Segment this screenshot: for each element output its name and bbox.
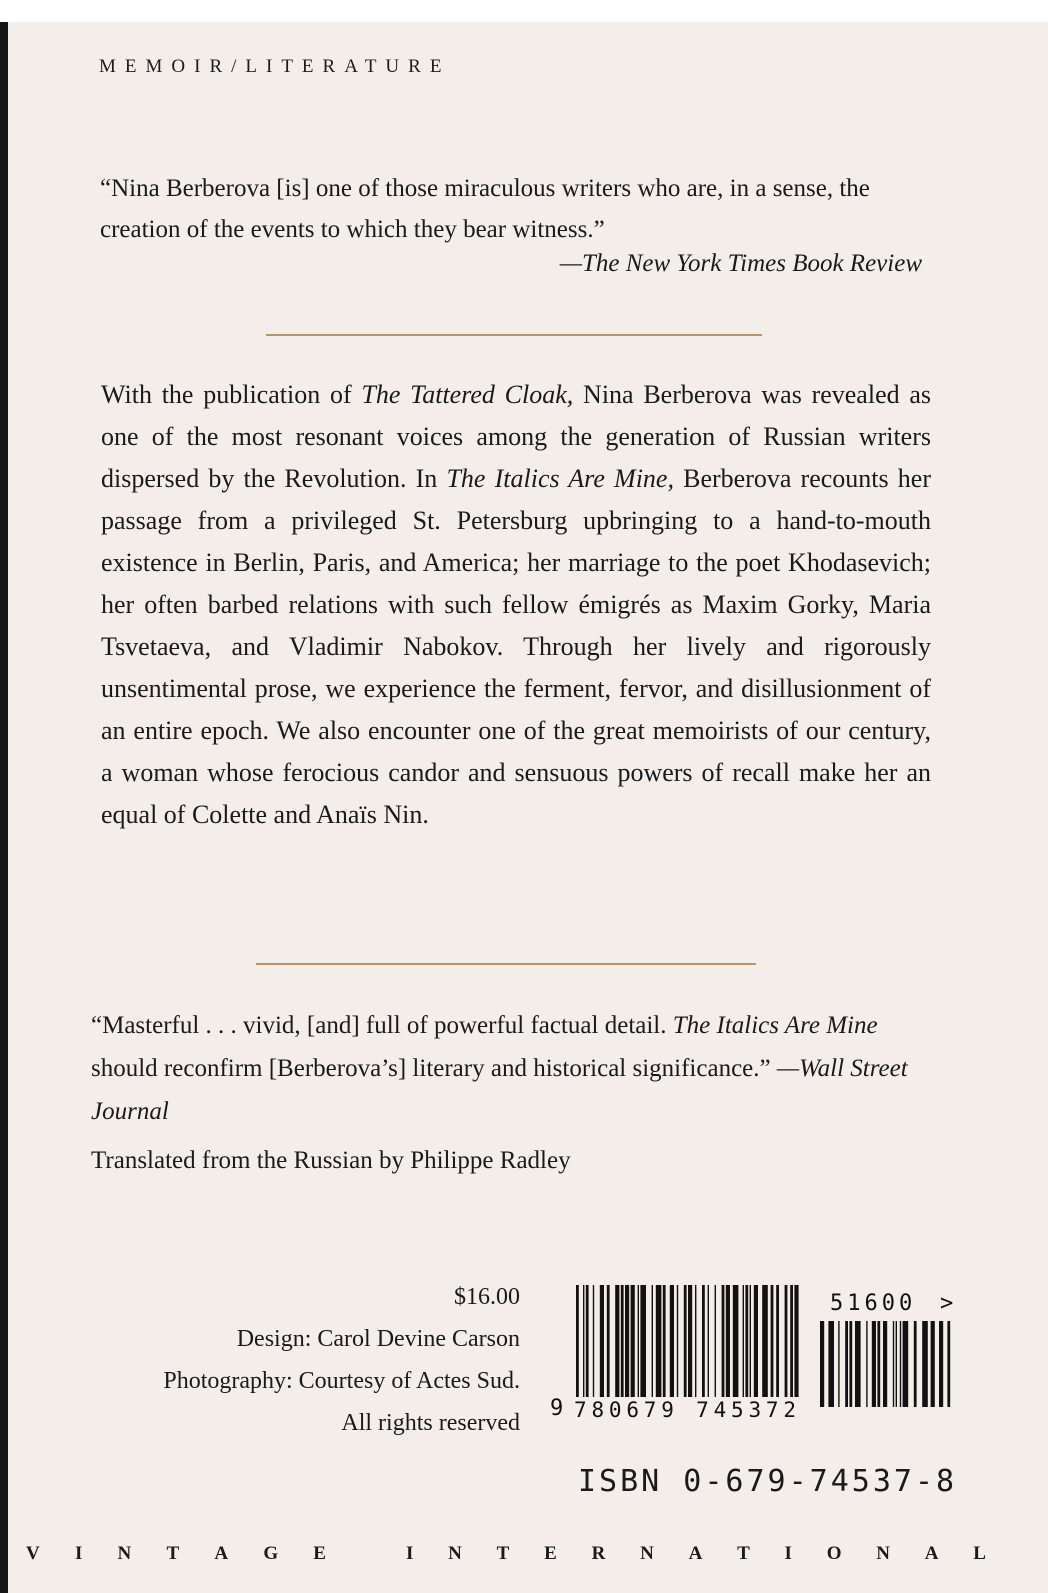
barcode-bar bbox=[702, 1285, 705, 1397]
barcode-bar bbox=[838, 1321, 839, 1407]
imprint-letter: G bbox=[263, 1543, 279, 1564]
book-title-tattered-cloak: The Tattered Cloak, bbox=[361, 380, 574, 409]
book-back-cover bbox=[8, 22, 1048, 1593]
divider-rule bbox=[256, 963, 756, 965]
imprint-letter: E bbox=[313, 1543, 326, 1564]
translator-credit: Translated from the Russian by Philippe Radley bbox=[91, 1147, 571, 1174]
barcode-bar bbox=[593, 1285, 594, 1397]
barcode-bar bbox=[715, 1285, 716, 1397]
barcode-bar bbox=[939, 1321, 943, 1407]
barcode-bar bbox=[677, 1285, 678, 1397]
barcode-bar bbox=[790, 1285, 793, 1397]
barcode-bar bbox=[708, 1285, 709, 1397]
barcode-bar bbox=[785, 1285, 788, 1397]
barcode-bar bbox=[656, 1285, 662, 1397]
category-label: MEMOIR/LITERATURE bbox=[99, 56, 451, 77]
imprint-letter: I bbox=[784, 1543, 792, 1564]
imprint-letter: A bbox=[688, 1543, 703, 1564]
imprint-letter: O bbox=[826, 1543, 842, 1564]
barcode-bar bbox=[583, 1285, 584, 1397]
review-quote-nyt: “Nina Berberova [is] one of those miraculous writers who are, in a sense, the creation of the events to which they bear witness.” bbox=[100, 175, 870, 243]
addon-digits: 51600 bbox=[830, 1291, 917, 1316]
price-label: $16.00 bbox=[454, 1284, 520, 1310]
imprint-letter: L bbox=[973, 1543, 986, 1564]
imprint-word-vintage bbox=[26, 1543, 326, 1565]
barcode-bar bbox=[722, 1285, 725, 1397]
imprint-letter: E bbox=[544, 1543, 557, 1564]
barcode-bar bbox=[600, 1285, 604, 1397]
book-title-italics-are-mine: The Italics Are Mine bbox=[672, 1012, 878, 1039]
barcode-bar bbox=[866, 1321, 867, 1407]
imprint-letter: I bbox=[406, 1543, 414, 1564]
barcode-bar bbox=[652, 1285, 653, 1397]
barcode-bar bbox=[900, 1321, 901, 1407]
quote-text: should reconfirm [Berberova’s] literary and historical significance.” bbox=[91, 1055, 777, 1082]
barcode-bar bbox=[776, 1285, 779, 1397]
barcode-bar bbox=[586, 1285, 589, 1397]
imprint-letter: T bbox=[166, 1543, 180, 1564]
barcode-bar bbox=[754, 1285, 758, 1397]
barcode-bar bbox=[845, 1321, 848, 1407]
imprint-letter: R bbox=[591, 1543, 606, 1564]
addon-barcode-bars bbox=[820, 1321, 950, 1407]
imprint-letter: N bbox=[640, 1543, 654, 1564]
barcode-bar bbox=[640, 1285, 646, 1397]
barcode-bar bbox=[883, 1321, 887, 1407]
addon-arrow: > bbox=[940, 1291, 954, 1316]
imprint-letter: T bbox=[737, 1543, 750, 1564]
quote-text: “Masterful . . . vivid, [and] full of powerful factual detail. bbox=[91, 1012, 673, 1039]
cover-edge-shadow bbox=[0, 22, 8, 1593]
book-description bbox=[101, 374, 931, 836]
barcode-bar bbox=[903, 1321, 909, 1407]
barcode-bar bbox=[688, 1285, 692, 1397]
barcode-bar bbox=[621, 1285, 624, 1397]
barcode-bar bbox=[762, 1285, 768, 1397]
imprint-letter: N bbox=[876, 1543, 890, 1564]
barcode-bar bbox=[745, 1285, 748, 1397]
design-credit: Design: Carol Devine Carson bbox=[236, 1326, 520, 1352]
barcode-bar bbox=[638, 1285, 639, 1397]
imprint-letter: A bbox=[214, 1543, 229, 1564]
review-quote-wsj bbox=[91, 1004, 929, 1133]
quote-attribution-wsj: —Wall Street Journal bbox=[91, 1055, 908, 1125]
barcode-bar bbox=[733, 1285, 739, 1397]
imprint-letter: N bbox=[117, 1543, 132, 1564]
quote-attribution-nyt: —The New York Times Book Review bbox=[559, 250, 922, 277]
isbn-number: ISBN 0-679-74537-8 bbox=[578, 1464, 958, 1499]
photography-credit: Photography: Courtesy of Actes Sud. bbox=[163, 1368, 520, 1394]
barcode-bar bbox=[743, 1285, 744, 1397]
imprint-letter: I bbox=[74, 1543, 83, 1564]
description-text: Nina Berberova was revealed as one of the most resonant voices among the generation of Russian writers dispersed by the Revolution. In bbox=[101, 380, 932, 493]
barcode-bar bbox=[947, 1321, 950, 1407]
description-text: Berberova recounts her passage from a privileged St. Petersburg upbringing to a hand-to-mouth existence in Berlin, Paris, and America; her marriage to the poet Khodasevich; her often barbed relations with such fellow émigrés as Maxim Gorky, Maria Tsvetaeva, and Vladimir Nabokov. Through her lively and rigorously unsentimental prose, we experience the ferment, fervor, and disillusionment of an entire epoch. We also encounter one of the great memoirists of our century, a woman whose ferocious candor and sensuous powers of recall make her an equal of Colette and Anaïs Nin. bbox=[101, 464, 931, 829]
imprint-letter: T bbox=[496, 1543, 510, 1564]
publisher-imprint bbox=[26, 1543, 986, 1565]
barcode-bar bbox=[896, 1321, 897, 1407]
barcode-bar bbox=[828, 1321, 834, 1407]
barcode-bar bbox=[771, 1285, 774, 1397]
barcode-bar bbox=[872, 1321, 876, 1407]
barcode-bar bbox=[625, 1285, 629, 1397]
imprint-letter: A bbox=[924, 1543, 939, 1564]
ean-prefix-digit: 9 bbox=[550, 1396, 564, 1421]
barcode-bar bbox=[726, 1285, 730, 1397]
book-title-italics-are-mine: The Italics Are Mine, bbox=[446, 464, 674, 493]
credits-block bbox=[163, 1276, 520, 1444]
ean-barcode-bars bbox=[576, 1285, 799, 1397]
barcode-bar bbox=[893, 1321, 894, 1407]
imprint-letter: N bbox=[448, 1543, 462, 1564]
description-text: With the publication of bbox=[101, 380, 362, 409]
barcode-bar bbox=[849, 1321, 852, 1407]
barcode-bar bbox=[576, 1285, 579, 1397]
barcode-bar bbox=[631, 1285, 635, 1397]
barcode-bar bbox=[695, 1285, 696, 1397]
barcode-bar bbox=[820, 1321, 824, 1407]
imprint-letter: V bbox=[26, 1543, 40, 1564]
barcode-bar bbox=[914, 1321, 917, 1407]
ean-digits: 780679 745372 bbox=[574, 1398, 796, 1422]
barcode-bar bbox=[931, 1321, 935, 1407]
barcode-bar bbox=[607, 1285, 610, 1397]
rights-notice: All rights reserved bbox=[341, 1410, 520, 1436]
barcode-graphic bbox=[548, 1285, 968, 1475]
barcode-bar bbox=[750, 1285, 751, 1397]
barcode-bar bbox=[684, 1285, 687, 1397]
barcode-bar bbox=[877, 1321, 880, 1407]
divider-rule bbox=[266, 334, 762, 336]
isbn-barcode bbox=[548, 1285, 968, 1475]
barcode-bar bbox=[855, 1321, 861, 1407]
imprint-word-international bbox=[406, 1543, 986, 1565]
barcode-bar bbox=[663, 1285, 666, 1397]
barcode-bar bbox=[922, 1321, 928, 1407]
barcode-bar bbox=[615, 1285, 619, 1397]
barcode-bar bbox=[670, 1285, 674, 1397]
barcode-bar bbox=[794, 1285, 798, 1397]
